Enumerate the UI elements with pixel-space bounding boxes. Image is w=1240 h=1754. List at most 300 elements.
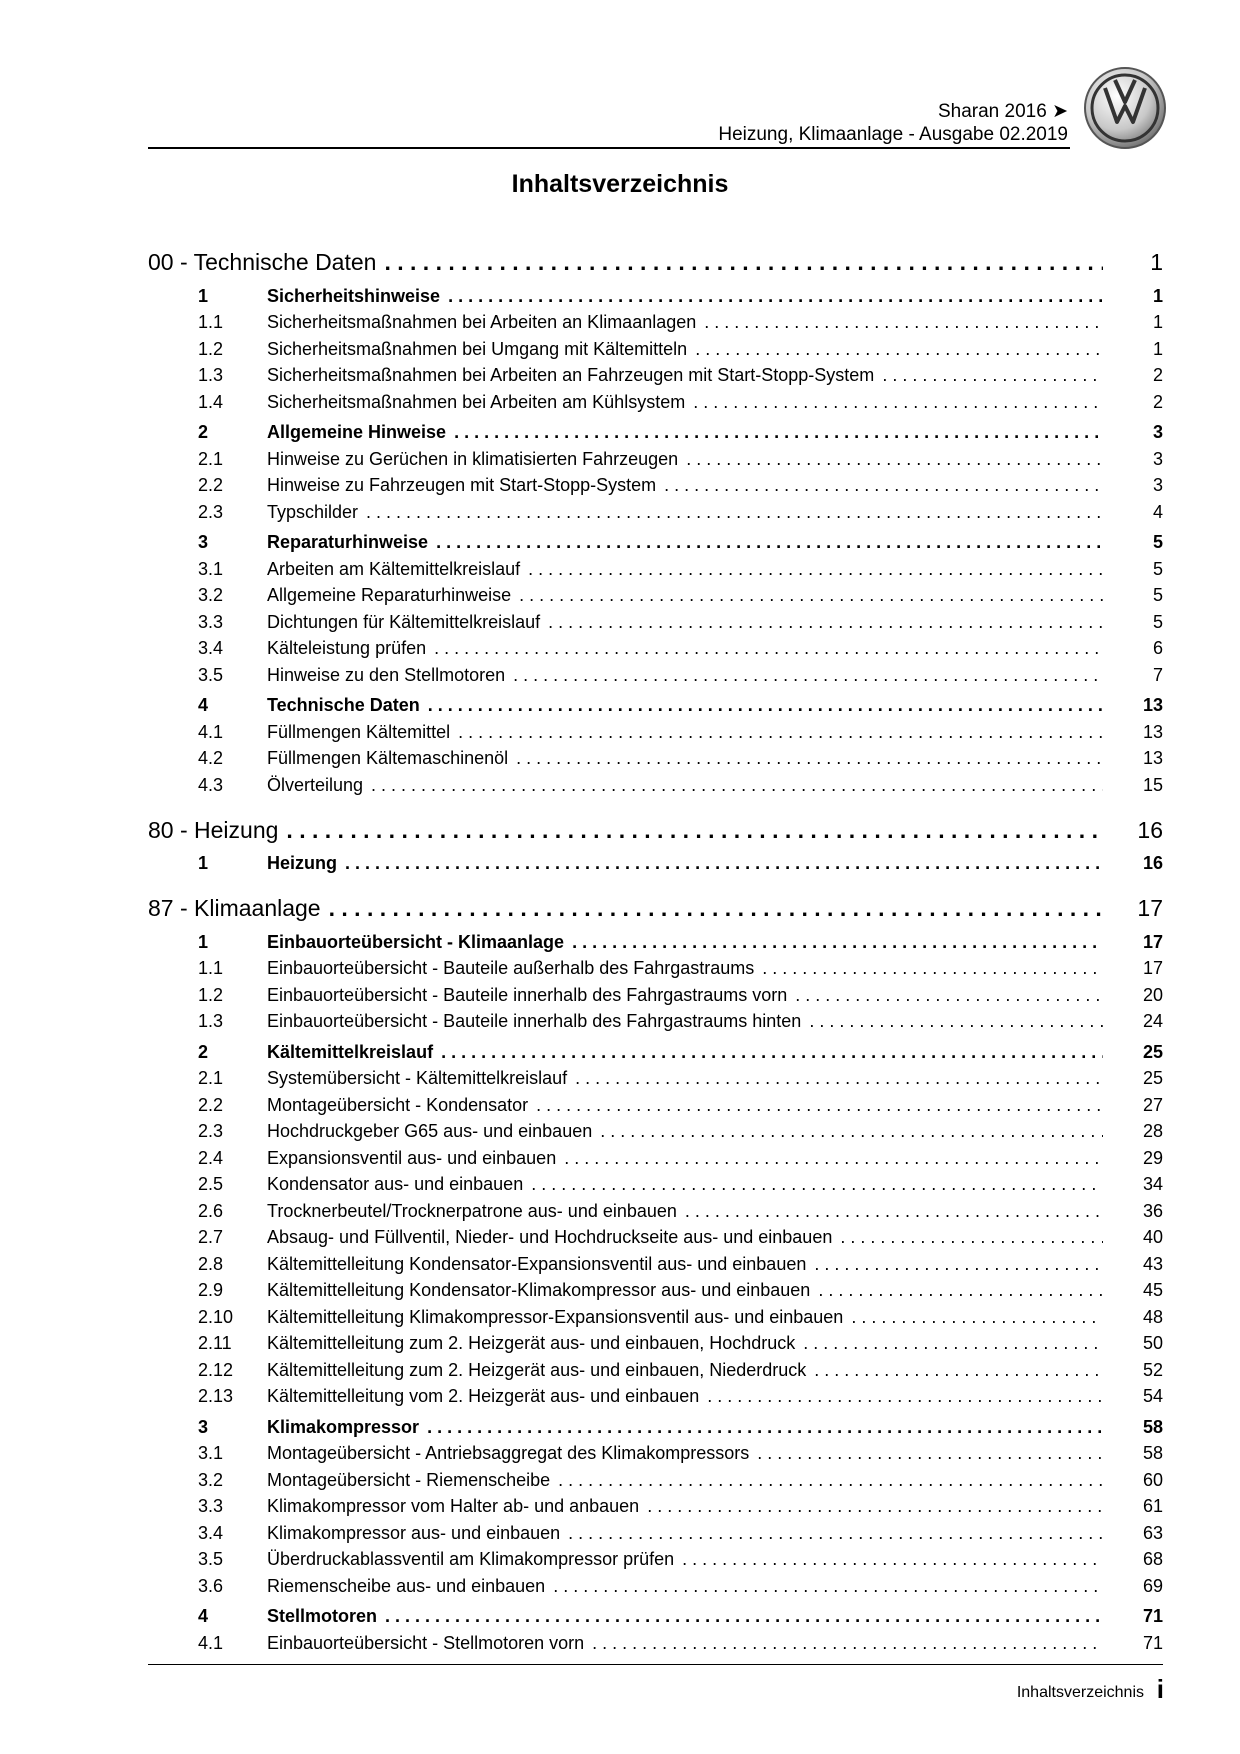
toc-sub[interactable]	[148, 1358, 1163, 1385]
toc-entry-line	[148, 1549, 1163, 1570]
toc-title: Hinweise zu Fahrzeugen mit Start-Stopp-System	[267, 475, 657, 495]
toc-number: 1.3	[198, 365, 224, 385]
toc-page-number: 71	[1142, 1632, 1163, 1653]
toc-leader-dots	[809, 1011, 1103, 1032]
toc-page-number: 6	[1152, 638, 1163, 658]
toc-entry-line	[148, 722, 1163, 743]
toc-title: Klimakompressor aus- und einbauen	[267, 1522, 561, 1543]
document-header	[148, 92, 1068, 148]
toc-leader-dots	[647, 1496, 1103, 1517]
toc-leader-dots	[558, 1470, 1103, 1491]
toc-title: Kältemittelleitung Kondensator-Expansionsventil aus- und einbauen	[267, 1253, 807, 1274]
toc-leader-dots	[513, 665, 1103, 686]
toc-page-number: 25	[1142, 1041, 1163, 1062]
toc-page-number: 63	[1142, 1522, 1163, 1543]
toc-title: Sicherheitsmaßnahmen bei Arbeiten an Fahrzeugen mit Start-Stopp-System	[267, 365, 875, 385]
toc-leader-dots	[762, 958, 1103, 979]
toc-leader-dots	[795, 985, 1103, 1006]
toc-section[interactable]	[148, 852, 1163, 879]
toc-page-number: 5	[1152, 532, 1163, 552]
toc-leader-dots	[572, 932, 1103, 953]
toc-entry-line	[148, 1417, 1163, 1438]
toc-title: Riemenscheibe aus- und einbauen	[267, 1575, 546, 1596]
toc-number: 3.5	[198, 664, 224, 685]
toc-entry-line	[148, 1148, 1163, 1169]
toc-page-number: 15	[1142, 774, 1163, 795]
toc-leader-dots	[553, 1576, 1103, 1597]
toc-title: Einbauorteübersicht - Bauteile innerhalb des Fahrgastraums vorn	[267, 984, 788, 1005]
toc-leader-dots	[757, 1443, 1103, 1464]
toc-leader-dots	[531, 1174, 1103, 1195]
toc-sub[interactable]	[148, 957, 1163, 984]
toc-title: Kondensator aus- und einbauen	[267, 1174, 524, 1194]
toc-page-number: 2	[1152, 391, 1163, 412]
toc-number: 1.2	[198, 338, 224, 359]
toc-entry-line	[148, 1576, 1163, 1597]
toc-page-number: 2	[1152, 365, 1163, 385]
toc-number: 3.4	[198, 638, 224, 658]
toc-entry-line	[148, 1068, 1163, 1089]
toc-entry-line	[148, 1174, 1163, 1195]
toc-sub[interactable]	[148, 1226, 1163, 1253]
toc-number: 4	[198, 1606, 209, 1626]
toc-entry-line	[148, 612, 1163, 633]
toc-page-number: 17	[1142, 958, 1163, 978]
toc-number: 2.5	[198, 1174, 224, 1194]
toc-entry-line	[148, 1011, 1163, 1032]
toc-title: Einbauorteübersicht - Bauteile innerhalb des Fahrgastraums hinten	[267, 1011, 802, 1031]
toc-title: Sicherheitsmaßnahmen bei Arbeiten an Klimaanlagen	[267, 312, 697, 332]
toc-sub[interactable]	[148, 1252, 1163, 1279]
toc-entry-line	[148, 817, 1163, 844]
toc-number: 4.3	[198, 774, 224, 795]
toc-page-number: 4	[1152, 501, 1163, 522]
toc-title: 87 - Klimaanlage	[148, 895, 321, 921]
toc-section[interactable]	[148, 694, 1163, 721]
toc-leader-dots	[851, 1307, 1103, 1328]
toc-entry-line	[148, 286, 1163, 307]
toc-sub[interactable]	[148, 1631, 1163, 1658]
toc-section[interactable]	[148, 1040, 1163, 1067]
toc-number: 2.2	[198, 475, 224, 495]
toc-number: 3.2	[198, 585, 224, 605]
toc-page-number: 40	[1142, 1227, 1163, 1247]
toc-page-number: 20	[1142, 984, 1163, 1005]
toc-leader-dots	[436, 532, 1103, 553]
toc-page-number: 52	[1142, 1359, 1163, 1380]
toc-page-number: 29	[1142, 1147, 1163, 1168]
toc-sub[interactable]	[148, 1521, 1163, 1548]
toc-number: 3.3	[198, 611, 224, 632]
toc-title: Einbauorteübersicht - Klimaanlage	[267, 931, 565, 952]
toc-page-number: 36	[1142, 1200, 1163, 1221]
toc-number: 2.3	[198, 1121, 224, 1141]
toc-leader-dots	[818, 1280, 1103, 1301]
toc-page-number: 5	[1152, 585, 1163, 605]
toc-sub[interactable]	[148, 1495, 1163, 1522]
page-title: Inhaltsverzeichnis	[511, 170, 729, 198]
toc-sub[interactable]	[148, 1468, 1163, 1495]
toc-entry-line	[148, 1042, 1163, 1063]
header-divider	[148, 147, 1070, 149]
toc-number: 3.3	[198, 1496, 224, 1516]
toc-chapter[interactable]	[148, 886, 1163, 926]
toc-page-number: 3	[1152, 448, 1163, 469]
toc-sub[interactable]	[148, 1574, 1163, 1601]
toc-number: 3.6	[198, 1575, 224, 1596]
toc-entry-line	[148, 932, 1163, 953]
toc-title: Montageübersicht - Antriebsaggregat des Klimakompressors	[267, 1443, 750, 1463]
toc-leader-dots	[536, 1095, 1103, 1116]
toc-title: Reparaturhinweise	[267, 532, 429, 552]
toc-page-number: 71	[1142, 1606, 1163, 1626]
toc-sub[interactable]	[148, 474, 1163, 501]
toc-title: Sicherheitsmaßnahmen bei Arbeiten am Kühlsystem	[267, 391, 686, 412]
toc-number: 3.4	[198, 1522, 224, 1543]
toc-title: Klimakompressor	[267, 1416, 420, 1437]
toc-section[interactable]	[148, 1605, 1163, 1632]
toc-entry-line	[148, 449, 1163, 470]
toc-section[interactable]	[148, 284, 1163, 311]
toc-page-number: 27	[1142, 1094, 1163, 1115]
toc-page-number: 16	[1142, 853, 1163, 873]
toc-sub[interactable]	[148, 500, 1163, 527]
toc-leader-dots	[882, 365, 1103, 386]
toc-leader-dots	[803, 1333, 1103, 1354]
toc-chapter[interactable]	[148, 240, 1163, 280]
toc-number: 2.1	[198, 1068, 224, 1088]
toc-leader-dots	[682, 1549, 1103, 1570]
toc-entry-line	[148, 392, 1163, 413]
toc-number: 4.1	[198, 721, 224, 742]
toc-leader-dots	[814, 1360, 1103, 1381]
toc-sub[interactable]	[148, 1548, 1163, 1575]
toc-title: Kältemittelleitung Klimakompressor-Expansionsventil aus- und einbauen	[267, 1306, 844, 1327]
toc-entry-line	[148, 1523, 1163, 1544]
toc-title: Systemübersicht - Kältemittelkreislauf	[267, 1068, 568, 1088]
toc-leader-dots	[286, 817, 1103, 844]
toc-page-number: 13	[1142, 695, 1163, 715]
toc-entry-line	[148, 502, 1163, 523]
toc-number: 1.2	[198, 984, 224, 1005]
toc-leader-dots	[371, 775, 1103, 796]
toc-number: 3.1	[198, 1443, 224, 1463]
header-model: Sharan 2016 ➤	[937, 101, 1068, 122]
toc-title: Kältemittelleitung Kondensator-Klimakompressor aus- und einbauen	[267, 1280, 811, 1300]
toc-number: 2.11	[198, 1333, 232, 1353]
toc-sub[interactable]	[148, 663, 1163, 690]
toc-entry-line	[148, 1606, 1163, 1627]
toc-title: Sicherheitsmaßnahmen bei Umgang mit Kältemitteln	[267, 338, 688, 359]
toc-leader-dots	[664, 475, 1103, 496]
toc-entry-line	[148, 1307, 1163, 1328]
toc-leader-dots	[427, 1417, 1103, 1438]
toc-title: Trocknerbeutel/Trocknerpatrone aus- und einbauen	[267, 1200, 677, 1221]
toc-title: Arbeiten am Kältemittelkreislauf	[267, 558, 521, 579]
toc-number: 2.3	[198, 501, 224, 522]
toc-entry-line	[148, 1443, 1163, 1464]
toc-section[interactable]	[148, 531, 1163, 558]
toc-title: Stellmotoren	[267, 1606, 378, 1626]
toc-leader-dots	[345, 853, 1103, 874]
toc-sub[interactable]	[148, 1010, 1163, 1037]
toc-page-number: 45	[1142, 1280, 1163, 1300]
toc-page-number: 17	[1142, 931, 1163, 952]
toc-title: Montageübersicht - Kondensator	[267, 1094, 529, 1115]
toc-title: Sicherheitshinweise	[267, 285, 441, 306]
toc-page-number: 54	[1142, 1386, 1163, 1406]
toc-leader-dots	[366, 502, 1103, 523]
toc-number: 3	[198, 532, 209, 552]
toc-entry-line	[148, 958, 1163, 979]
toc-title: Einbauorteübersicht - Bauteile außerhalb des Fahrgastraums	[267, 958, 755, 978]
toc-number: 2	[198, 422, 209, 442]
toc-title: Ölverteilung	[267, 774, 364, 795]
toc-title: 80 - Heizung	[148, 816, 279, 843]
toc-number: 2.12	[198, 1359, 234, 1380]
toc-sub[interactable]	[148, 1067, 1163, 1094]
toc-entry-line	[148, 1496, 1163, 1517]
toc-title: Kältemittelleitung zum 2. Heizgerät aus- und einbauen, Niederdruck	[267, 1359, 807, 1380]
toc-entry-line	[148, 1280, 1163, 1301]
toc-entry-line	[148, 365, 1163, 386]
toc-title: Füllmengen Kältemaschinenöl	[267, 748, 509, 768]
toc-page-number: 24	[1142, 1011, 1163, 1031]
toc-title: Montageübersicht - Riemenscheibe	[267, 1469, 551, 1490]
toc-leader-dots	[454, 422, 1103, 443]
footer-page-number: i	[1156, 1674, 1164, 1704]
toc-page-number: 25	[1142, 1068, 1163, 1088]
toc-entry-line	[148, 249, 1163, 276]
toc-sub[interactable]	[148, 1305, 1163, 1332]
toc-entry-line	[148, 312, 1163, 333]
toc-entry-line	[148, 339, 1163, 360]
toc-sub[interactable]	[148, 557, 1163, 584]
toc-entry-line	[148, 1386, 1163, 1407]
toc-leader-dots	[568, 1523, 1103, 1544]
toc-entry-line	[148, 1095, 1163, 1116]
footer-label: Inhaltsverzeichnis	[1016, 1684, 1144, 1701]
toc-title: Hinweise zu Gerüchen in klimatisierten Fahrzeugen	[267, 448, 679, 469]
toc-leader-dots	[519, 585, 1103, 606]
toc-page-number: 69	[1142, 1575, 1163, 1596]
toc-sub[interactable]	[148, 637, 1163, 664]
toc-entry-line	[148, 853, 1163, 874]
toc-leader-dots	[707, 1386, 1103, 1407]
toc-leader-dots	[458, 722, 1103, 743]
toc-page-number: 16	[1137, 816, 1163, 843]
toc-page-number: 58	[1142, 1416, 1163, 1437]
toc-entry-line	[148, 638, 1163, 659]
toc-sub[interactable]	[148, 610, 1163, 637]
toc-sub[interactable]	[148, 1093, 1163, 1120]
toc-sub[interactable]	[148, 1146, 1163, 1173]
toc-title: Überdruckablassventil am Klimakompressor prüfen	[267, 1549, 675, 1569]
toc-page-number: 3	[1152, 475, 1163, 495]
toc-number: 3.1	[198, 558, 224, 579]
toc-sub[interactable]	[148, 983, 1163, 1010]
toc-leader-dots	[600, 1121, 1103, 1142]
toc-entry-line	[148, 475, 1163, 496]
toc-page-number: 50	[1142, 1333, 1163, 1353]
toc-title: Dichtungen für Kältemittelkreislauf	[267, 611, 541, 632]
toc-sub[interactable]	[148, 584, 1163, 611]
toc-number: 2.7	[198, 1227, 224, 1247]
toc-title: Typschilder	[267, 501, 359, 522]
toc-sub[interactable]	[148, 337, 1163, 364]
toc-number: 2.2	[198, 1094, 224, 1115]
toc-page-number: 43	[1142, 1253, 1163, 1274]
toc-number: 1.1	[198, 958, 224, 978]
toc-leader-dots	[528, 559, 1103, 580]
toc-entry-line	[148, 895, 1163, 922]
toc-chapter[interactable]	[148, 808, 1163, 848]
toc-entry-line	[148, 585, 1163, 606]
toc-sub[interactable]	[148, 1385, 1163, 1412]
toc-leader-dots	[329, 895, 1103, 922]
toc-leader-dots	[693, 392, 1103, 413]
toc-number: 2.8	[198, 1253, 224, 1274]
toc-page-number: 17	[1137, 895, 1163, 921]
toc-entry-line	[148, 1254, 1163, 1275]
toc-sub[interactable]	[148, 311, 1163, 338]
toc-sub[interactable]	[148, 1199, 1163, 1226]
toc-page-number: 61	[1142, 1496, 1163, 1516]
toc-number: 2	[198, 1041, 209, 1062]
toc-leader-dots	[685, 1201, 1103, 1222]
toc-title: Expansionsventil aus- und einbauen	[267, 1147, 557, 1168]
toc-sub[interactable]	[148, 1120, 1163, 1147]
toc-entry-line	[148, 1333, 1163, 1354]
toc-entry-line	[148, 695, 1163, 716]
toc-section[interactable]	[148, 421, 1163, 448]
toc-page-number: 13	[1142, 721, 1163, 742]
toc-title: Füllmengen Kältemittel	[267, 721, 451, 742]
toc-number: 4.2	[198, 748, 224, 768]
toc-entry-line	[148, 665, 1163, 686]
toc-page-number: 5	[1152, 558, 1163, 579]
toc-leader-dots	[575, 1068, 1103, 1089]
toc-leader-dots	[448, 286, 1103, 307]
toc-title: Technische Daten	[267, 695, 420, 715]
toc-number: 4	[198, 695, 209, 715]
toc-number: 3.2	[198, 1469, 224, 1490]
toc-number: 1	[198, 853, 209, 873]
toc-leader-dots	[548, 612, 1103, 633]
toc-page-number: 68	[1142, 1549, 1163, 1569]
toc-number: 3	[198, 1416, 209, 1437]
toc-leader-dots	[592, 1633, 1103, 1654]
toc-number: 2.13	[198, 1386, 234, 1406]
toc-number: 3.5	[198, 1549, 224, 1569]
toc-number: 1	[198, 931, 209, 952]
toc-title: Kältemittelleitung vom 2. Heizgerät aus- und einbauen	[267, 1386, 700, 1406]
toc-page-number: 1	[1152, 285, 1163, 306]
toc-leader-dots	[564, 1148, 1103, 1169]
toc-title: Heizung	[267, 853, 337, 873]
toc-entry-line	[148, 1360, 1163, 1381]
toc-sub[interactable]	[148, 1332, 1163, 1359]
toc-number: 1.1	[198, 312, 224, 332]
toc-entry-line	[148, 1121, 1163, 1142]
toc-sub[interactable]	[148, 747, 1163, 774]
toc-number: 2.1	[198, 448, 224, 469]
toc-page-number: 13	[1142, 748, 1163, 768]
toc-number: 1.4	[198, 391, 224, 412]
toc-number: 2.9	[198, 1280, 224, 1300]
toc-title: Hochdruckgeber G65 aus- und einbauen	[267, 1121, 593, 1141]
toc-sub[interactable]	[148, 773, 1163, 800]
toc-page-number: 1	[1152, 338, 1163, 359]
toc-page-number: 1	[1152, 312, 1163, 332]
toc-sub[interactable]	[148, 447, 1163, 474]
toc-leader-dots	[814, 1254, 1103, 1275]
toc-leader-dots	[840, 1227, 1103, 1248]
toc-entry-line	[148, 559, 1163, 580]
toc-sub[interactable]	[148, 390, 1163, 417]
toc-number: 4.1	[198, 1632, 224, 1653]
toc-number: 2.4	[198, 1147, 224, 1168]
toc-page-number: 60	[1142, 1469, 1163, 1490]
toc-number: 1.3	[198, 1011, 224, 1031]
toc-title: Einbauorteübersicht - Stellmotoren vorn	[267, 1632, 585, 1653]
toc-entry-line	[148, 1201, 1163, 1222]
toc-leader-dots	[704, 312, 1103, 333]
toc-page-number: 5	[1152, 611, 1163, 632]
vw-logo-icon	[1083, 66, 1167, 150]
toc-leader-dots	[434, 638, 1103, 659]
toc-sub[interactable]	[148, 364, 1163, 391]
toc-title: Kältemittelkreislauf	[267, 1041, 434, 1062]
toc-entry-line	[148, 1470, 1163, 1491]
toc-sub[interactable]	[148, 720, 1163, 747]
toc-title: 00 - Technische Daten	[148, 249, 377, 275]
toc-sub[interactable]	[148, 1279, 1163, 1306]
toc-leader-dots	[384, 249, 1103, 276]
toc-page-number: 28	[1142, 1121, 1163, 1141]
toc-entry-line	[148, 1633, 1163, 1654]
toc-entry-line	[148, 1227, 1163, 1248]
toc-title: Allgemeine Reparaturhinweise	[267, 585, 512, 605]
toc-page-number: 48	[1142, 1306, 1163, 1327]
toc-number: 2.10	[198, 1306, 234, 1327]
toc-leader-dots	[516, 748, 1103, 769]
toc-entry-line	[148, 532, 1163, 553]
toc-entry-line	[148, 775, 1163, 796]
toc-number: 2.6	[198, 1200, 224, 1221]
toc-page-number: 1	[1150, 249, 1163, 275]
toc-sub[interactable]	[148, 1442, 1163, 1469]
toc-leader-dots	[695, 339, 1103, 360]
toc-leader-dots	[428, 695, 1103, 716]
toc-sub[interactable]	[148, 1173, 1163, 1200]
toc-leader-dots	[385, 1606, 1103, 1627]
toc-title: Hinweise zu den Stellmotoren	[267, 664, 506, 685]
toc-title: Allgemeine Hinweise	[267, 422, 447, 442]
table-of-contents	[148, 240, 1163, 1658]
footer-divider	[148, 1664, 1163, 1665]
toc-page-number: 7	[1152, 664, 1163, 685]
toc-title: Kältemittelleitung zum 2. Heizgerät aus- und einbauen, Hochdruck	[267, 1333, 796, 1353]
toc-entry-line	[148, 748, 1163, 769]
toc-page-number: 3	[1152, 422, 1163, 442]
toc-title: Klimakompressor vom Halter ab- und anbauen	[267, 1496, 640, 1516]
toc-section[interactable]	[148, 1415, 1163, 1442]
toc-leader-dots	[441, 1042, 1103, 1063]
toc-page-number: 58	[1142, 1443, 1163, 1463]
toc-entry-line	[148, 422, 1163, 443]
toc-section[interactable]	[148, 930, 1163, 957]
